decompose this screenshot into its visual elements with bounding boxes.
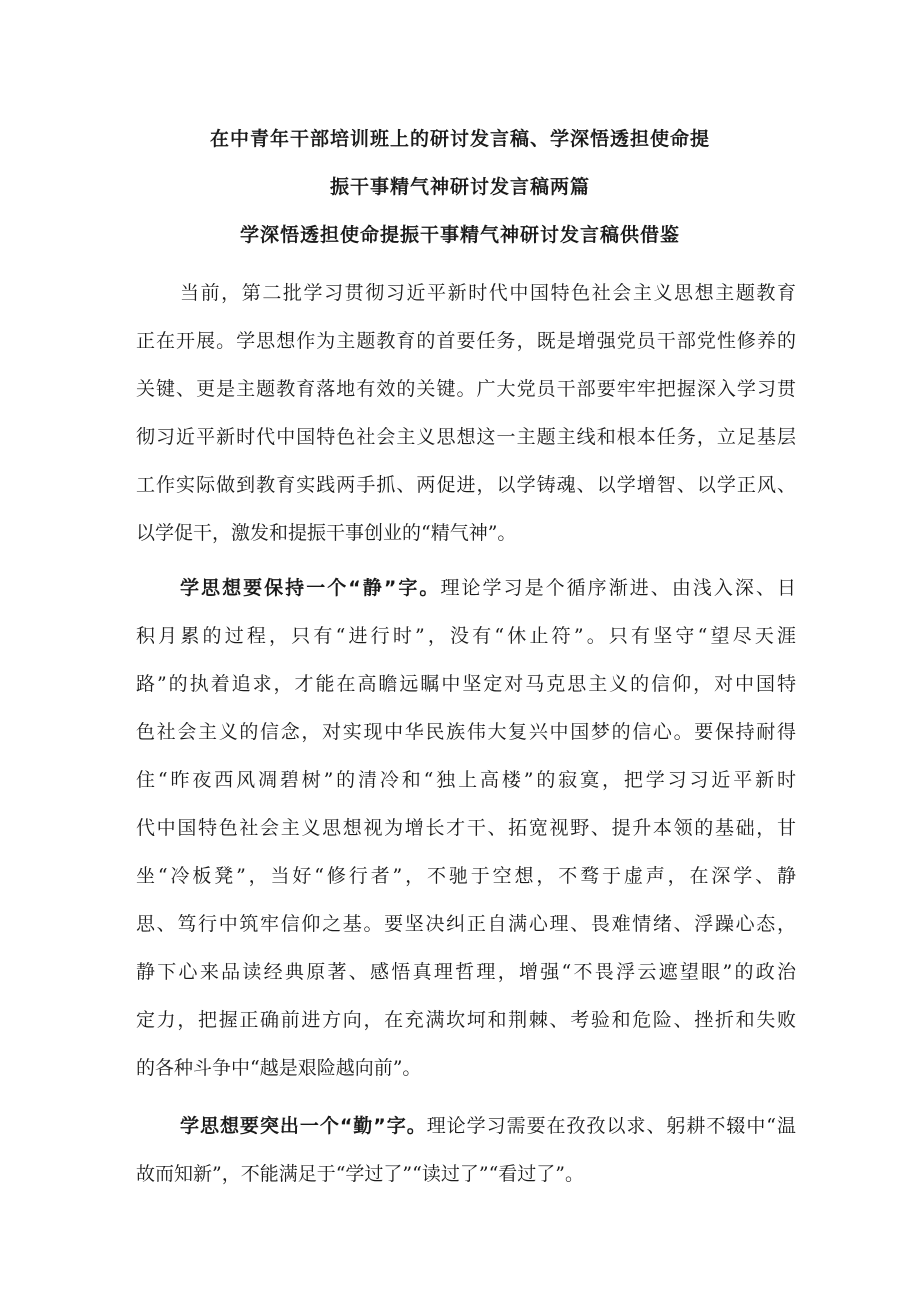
paragraph-line: 彻习近平新时代中国特色社会主义思想这一主题主线和根本任务，立足基层 (136, 426, 796, 448)
paragraph-text: 理论学习需要在孜孜以求、躬耕不辍中“温 (426, 1115, 796, 1137)
section-heading-jing: 学思想要保持一个“静”字。 (180, 577, 441, 599)
paragraph-line: 思、笃行中筑牢信仰之基。要坚决纠正自满心理、畏难情绪、浮躁心态， (136, 913, 796, 935)
paragraph-line (180, 573, 796, 600)
paragraph-line: 静下心来品读经典原著、感悟真理哲理，增强“不畏浮云遮望眼”的政治 (136, 961, 796, 983)
section-heading-qin: 学思想要突出一个“勤”字。 (180, 1115, 427, 1137)
document-subtitle: 学深悟透担使命提振干事精气神研讨发言稿供借鉴 (239, 224, 680, 246)
paragraph-line: 以学促干，激发和提振干事创业的“精气神”。 (136, 522, 517, 544)
paragraph-line: 色社会主义的信念，对实现中华民族伟大复兴中国梦的信心。要保持耐得 (136, 721, 796, 743)
paragraph-line: 代中国特色社会主义思想视为增长才干、拓宽视野、提升本领的基础，甘 (136, 817, 796, 839)
paragraph-text: 理论学习是个循序渐进、由浅入深、日 (440, 577, 796, 599)
paragraph-line: 路”的执着追求，才能在高瞻远瞩中坚定对马克思主义的信仰，对中国特 (136, 673, 796, 695)
document-title-line-1: 在中青年干部培训班上的研讨发言稿、学深悟透担使命提 (209, 128, 710, 150)
paragraph-line: 工作实际做到教育实践两手抓、两促进，以学铸魂、以学增智、以学正风、 (136, 474, 796, 496)
paragraph-line: 当前，第二批学习贯彻习近平新时代中国特色社会主义思想主题教育 (180, 282, 796, 304)
paragraph-line: 关键、更是主题教育落地有效的关键。广大党员干部要牢牢把握深入学习贯 (136, 378, 796, 400)
paragraph-line: 住“昨夜西风凋碧树”的清冷和“独上高楼”的寂寞，把学习习近平新时 (136, 769, 796, 791)
paragraph-line: 故而知新”，不能满足于“学过了”“读过了”“看过了”。 (136, 1163, 584, 1185)
paragraph-line: 积月累的过程，只有“进行时”，没有“休止符”。只有坚守“望尽天涯 (136, 625, 796, 647)
document-title-line-2: 振干事精气神研讨发言稿两篇 (329, 176, 590, 198)
paragraph-line: 定力，把握正确前进方向，在充满坎坷和荆棘、考验和危险、挫折和失败 (136, 1009, 796, 1031)
paragraph-line (180, 1111, 796, 1138)
paragraph-line: 正在开展。学思想作为主题教育的首要任务，既是增强党员干部党性修养的 (136, 330, 796, 352)
paragraph-line: 坐“冷板凳”，当好“修行者”，不驰于空想，不骛于虚声，在深学、静 (136, 865, 796, 887)
paragraph-line: 的各种斗争中“越是艰险越向前”。 (136, 1057, 422, 1079)
